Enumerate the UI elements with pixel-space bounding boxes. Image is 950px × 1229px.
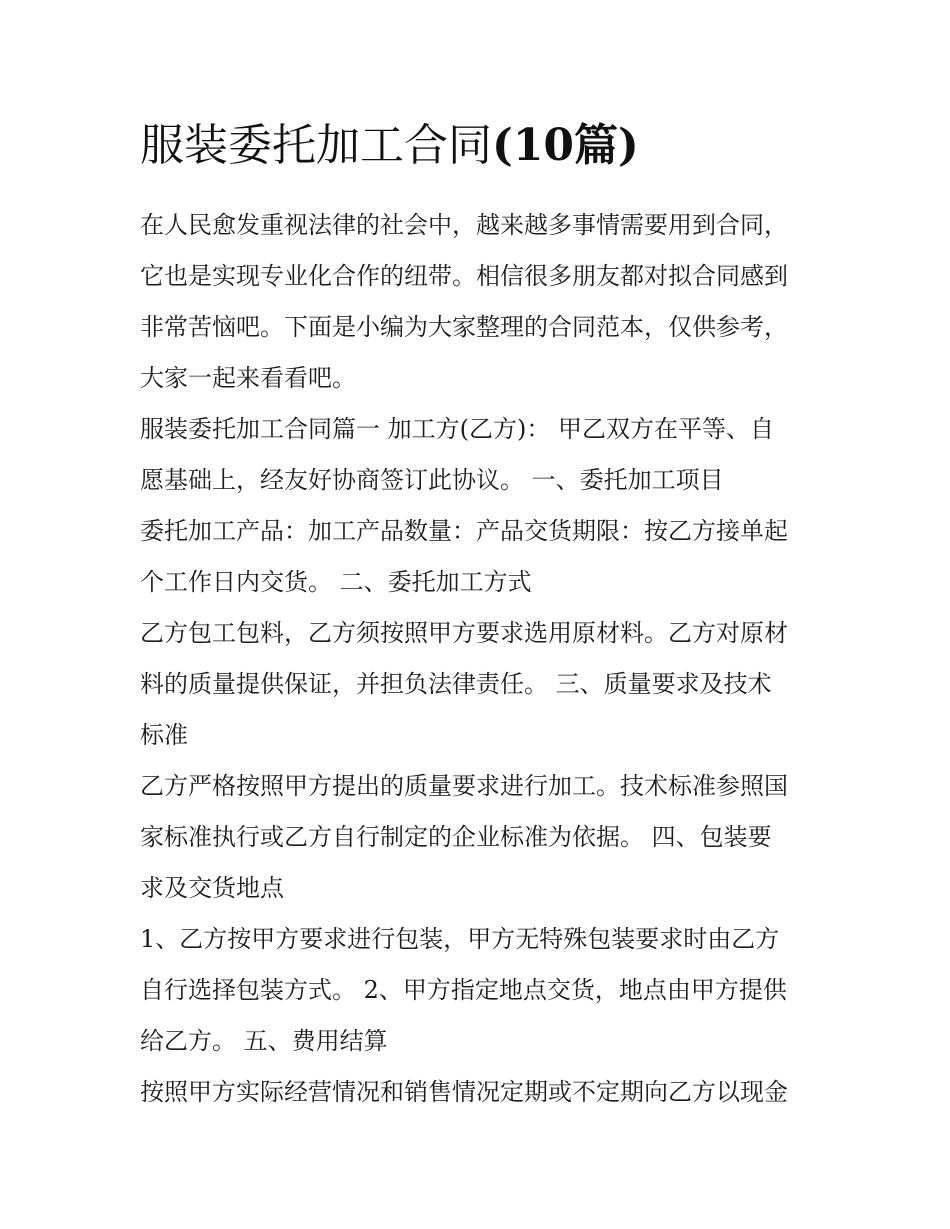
document-title — [140, 116, 639, 176]
body-line: 给乙方。 五、费用结算 — [140, 1027, 388, 1055]
body-line: 求及交货地点 — [140, 874, 284, 902]
body-line: 乙方包工包料，乙方须按照甲方要求选用原材料。乙方对原材 — [140, 619, 788, 647]
title-suffix: (10篇) — [492, 120, 639, 171]
body-line: 委托加工产品：加工产品数量：产品交货期限：按乙方接单起 — [140, 517, 788, 545]
body-line: 个工作日内交货。 二、委托加工方式 — [140, 568, 532, 596]
body-line: 家标准执行或乙方自行制定的企业标准为依据。 四、包装要 — [140, 823, 772, 851]
body-line: 自行选择包装方式。 2、甲方指定地点交货，地点由甲方提供 — [140, 976, 787, 1004]
body-line: 乙方严格按照甲方提出的质量要求进行加工。技术标准参照国 — [140, 772, 788, 800]
body-line: 大家一起来看看吧。 — [140, 364, 356, 392]
body-line: 标准 — [140, 721, 188, 749]
body-line: 1、乙方按甲方要求进行包装，甲方无特殊包装要求时由乙方 — [140, 925, 780, 953]
document-body — [140, 200, 830, 1118]
body-line: 在人民愈发重视法律的社会中，越来越多事情需要用到合同， — [140, 211, 788, 239]
body-line: 愿基础上，经友好协商签订此协议。 一、委托加工项目 — [140, 466, 724, 494]
body-line: 它也是实现专业化合作的纽带。相信很多朋友都对拟合同感到 — [140, 262, 788, 290]
title-main: 服装委托加工合同 — [140, 120, 492, 171]
body-line: 非常苦恼吧。下面是小编为大家整理的合同范本，仅供参考， — [140, 313, 788, 341]
body-line: 按照甲方实际经营情况和销售情况定期或不定期向乙方以现金 — [140, 1078, 788, 1106]
body-line: 料的质量提供保证，并担负法律责任。 三、质量要求及技术 — [140, 670, 772, 698]
body-line: 服装委托加工合同篇一 加工方(乙方)： 甲乙双方在平等、自 — [140, 415, 774, 443]
